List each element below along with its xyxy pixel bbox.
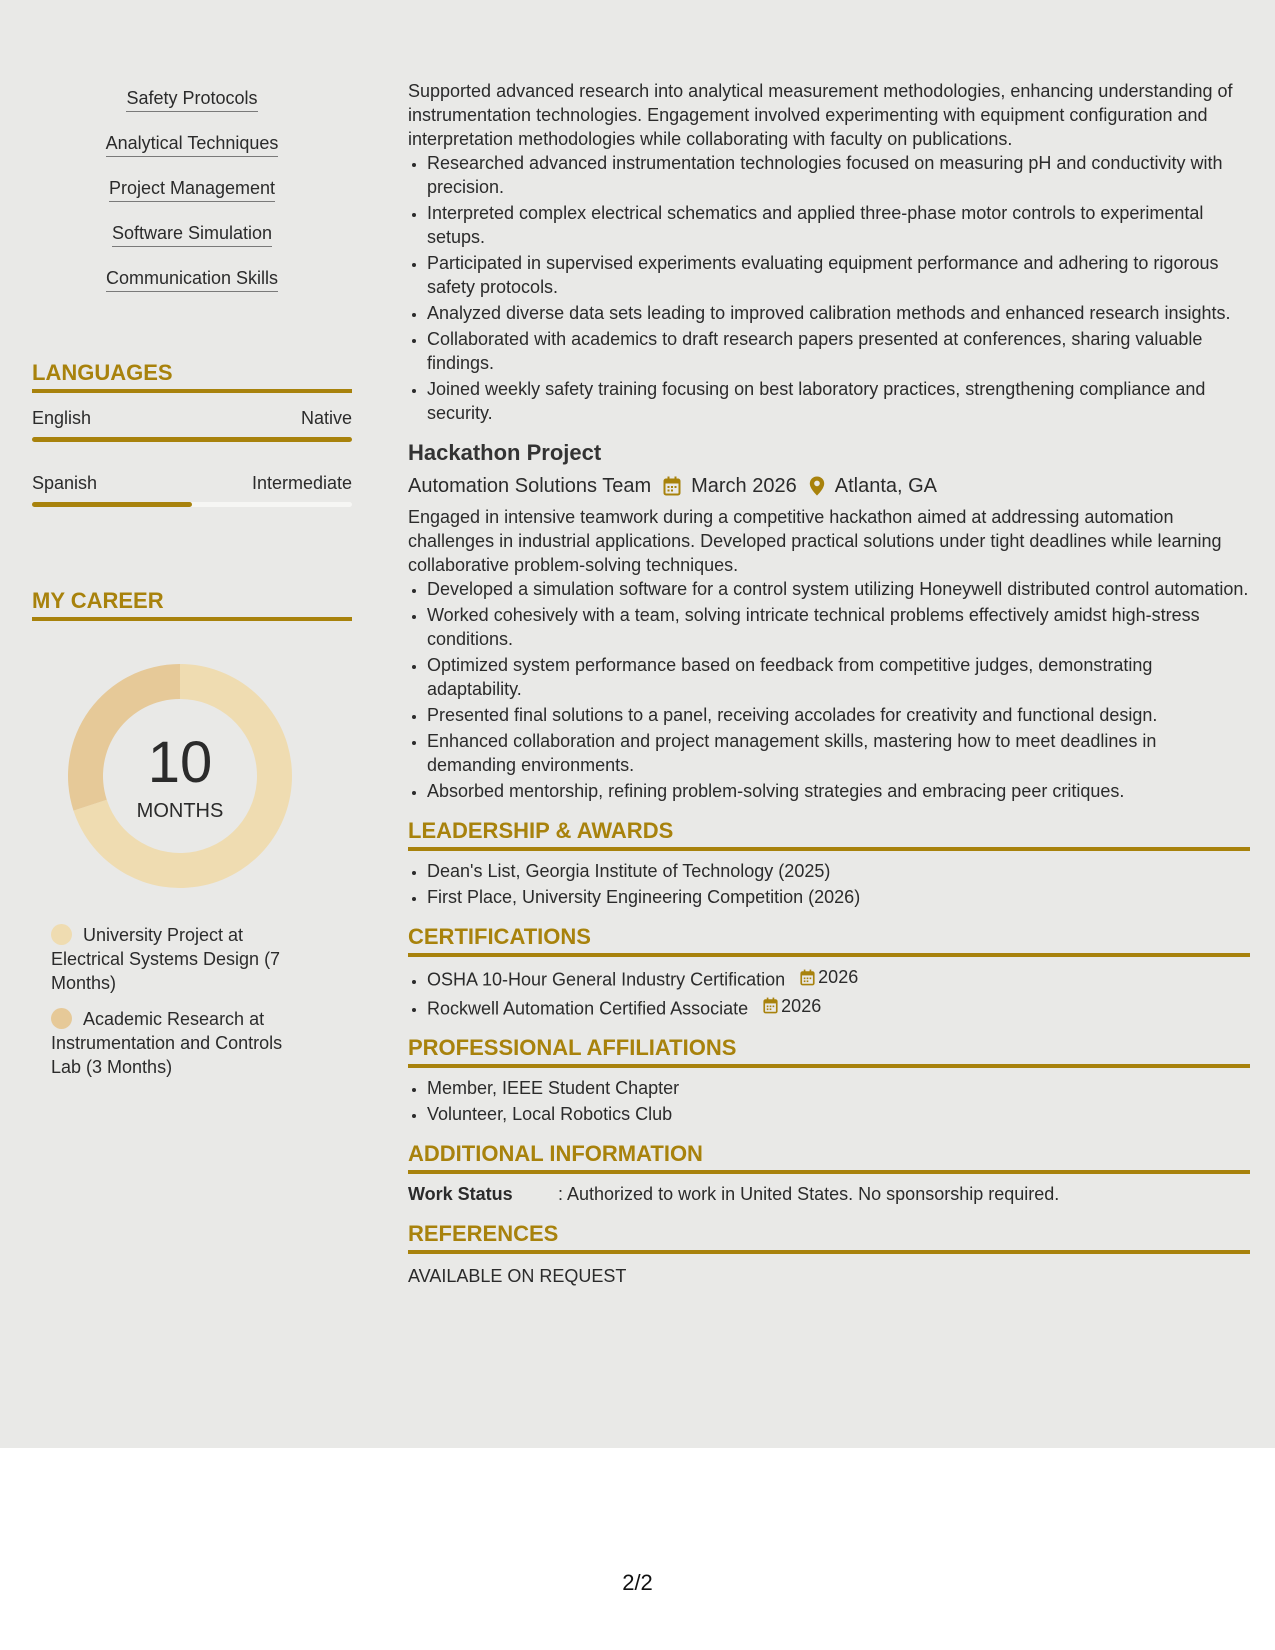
references-text: AVAILABLE ON REQUEST xyxy=(408,1266,627,1286)
work-status-value: : Authorized to work in United States. No sponsorship required. xyxy=(558,1184,1060,1204)
skill-item xyxy=(32,131,352,176)
location-pin-icon xyxy=(809,476,825,496)
skill-item xyxy=(32,86,352,131)
certification-item xyxy=(427,994,1250,1021)
bullet-item: • First Place, University Engineering Competition (2026) xyxy=(427,885,1250,909)
calendar-icon xyxy=(663,476,681,496)
bullet-item: • Member, IEEE Student Chapter xyxy=(427,1076,1250,1100)
language-item xyxy=(32,472,352,507)
project-bullets xyxy=(427,577,1250,803)
language-item xyxy=(32,407,352,442)
work-status-row xyxy=(408,1182,1250,1206)
languages-title: LANGUAGES xyxy=(32,359,352,393)
career-title: MY CAREER xyxy=(32,587,352,621)
skill-label: Analytical Techniques xyxy=(106,131,279,157)
career-donut-chart xyxy=(67,663,293,889)
additional-title: ADDITIONAL INFORMATION xyxy=(408,1140,1250,1174)
affiliations-title: PROFESSIONAL AFFILIATIONS xyxy=(408,1034,1250,1068)
work-status-label: Work Status xyxy=(408,1184,513,1204)
career-total-unit: MONTHS xyxy=(136,800,224,822)
certification-date xyxy=(800,965,858,989)
calendar-icon xyxy=(800,969,815,986)
language-name: Spanish xyxy=(32,473,98,493)
career-total-number: 10 xyxy=(147,730,213,795)
affiliations-section xyxy=(408,1034,1250,1126)
bullet-item: • Joined weekly safety training focusing on best laboratory practices, strengthening compliance and security. xyxy=(427,377,1250,425)
skill-item xyxy=(32,266,352,311)
skills-list xyxy=(32,86,352,311)
bullet-item: • Developed a simulation software for a control system utilizing Honeywell distributed control automation. xyxy=(427,577,1250,601)
project-title: Hackathon Project xyxy=(408,440,602,465)
language-level: Intermediate xyxy=(251,473,352,493)
certification-date xyxy=(763,994,821,1018)
certification-item xyxy=(427,965,1250,992)
calendar-icon xyxy=(763,997,778,1014)
language-bar xyxy=(32,437,352,442)
legend-dot xyxy=(51,1008,72,1029)
project-description: Engaged in intensive teamwork during a competitive hackathon aimed at addressing automation challenges in industrial applications. Developed practical solutions under tight deadlines while learning collaborative problem-solving techniques. xyxy=(408,507,1222,575)
project-team: Automation Solutions Team xyxy=(408,475,652,497)
research-description: Supported advanced research into analytical measurement methodologies, enhancing understanding of instrumentation technologies. Engagement involved experimenting with equipment configuration and interpretation methodologies while collaborating with faculty on publications. xyxy=(408,81,1233,149)
legend-label: Academic Research at Instrumentation and Controls Lab (3 Months) xyxy=(51,1009,283,1077)
language-name: English xyxy=(32,408,92,428)
certifications-title: CERTIFICATIONS xyxy=(408,923,1250,957)
career-legend xyxy=(51,923,313,1079)
bullet-item: • Analyzed diverse data sets leading to improved calibration methods and enhanced research insights. xyxy=(427,301,1250,325)
certifications-list xyxy=(427,965,1250,1020)
bullet-item: • Participated in supervised experiments evaluating equipment performance and adhering to rigorous safety protocols. xyxy=(427,251,1250,299)
project-date: March 2026 xyxy=(691,475,797,497)
bullet-item: • Presented final solutions to a panel, receiving accolades for creativity and functional design. xyxy=(427,703,1250,727)
project-meta xyxy=(408,473,1250,499)
leadership-list xyxy=(427,859,1250,909)
references-title: REFERENCES xyxy=(408,1220,1250,1254)
skill-item xyxy=(32,221,352,266)
right-column xyxy=(408,79,1250,1288)
left-column xyxy=(32,86,352,1091)
bullet-item: • Worked cohesively with a team, solving intricate technical problems effectively amidst high-stress conditions. xyxy=(427,603,1250,651)
bullet-item: • Researched advanced instrumentation technologies focused on measuring pH and conductivity with precision. xyxy=(427,151,1250,199)
bullet-item: • Enhanced collaboration and project management skills, mastering how to meet deadlines in demanding environments. xyxy=(427,729,1250,777)
skill-label: Project Management xyxy=(109,176,275,202)
certification-year: 2026 xyxy=(781,995,822,1016)
certifications-section xyxy=(408,923,1250,1020)
references-section xyxy=(408,1220,1250,1288)
legend-item xyxy=(51,923,313,995)
legend-dot xyxy=(51,924,72,945)
legend-label: University Project at Electrical Systems Design (7 Months) xyxy=(51,925,281,993)
bullet-item: • Optimized system performance based on feedback from competitive judges, demonstrating adaptability. xyxy=(427,653,1250,701)
affiliations-list xyxy=(427,1076,1250,1126)
skill-label: Communication Skills xyxy=(106,266,278,292)
bullet-item: • Interpreted complex electrical schematics and applied three-phase motor controls to experimental setups. xyxy=(427,201,1250,249)
bullet-item: • Absorbed mentorship, refining problem-solving strategies and embracing peer critiques. xyxy=(427,779,1250,803)
leadership-section xyxy=(408,817,1250,909)
skill-label: Safety Protocols xyxy=(126,86,257,112)
leadership-title: LEADERSHIP & AWARDS xyxy=(408,817,1250,851)
language-bar-fill xyxy=(32,437,352,442)
bullet-item: • Volunteer, Local Robotics Club xyxy=(427,1102,1250,1126)
research-bullets xyxy=(427,151,1250,425)
bullet-item: • Collaborated with academics to draft research papers presented at conferences, sharing valuable findings. xyxy=(427,327,1250,375)
bullet-item: • Dean's List, Georgia Institute of Technology (2025) xyxy=(427,859,1250,883)
certification-name: Rockwell Automation Certified Associate xyxy=(427,998,749,1018)
language-level: Native xyxy=(300,408,352,428)
project-location: Atlanta, GA xyxy=(834,475,938,497)
page-number: 2/2 xyxy=(622,1570,653,1595)
certification-name: OSHA 10-Hour General Industry Certification xyxy=(427,969,786,990)
additional-section xyxy=(408,1140,1250,1206)
skill-label: Software Simulation xyxy=(112,221,272,247)
language-bar-fill xyxy=(32,502,192,507)
language-bar xyxy=(32,502,352,507)
certification-year: 2026 xyxy=(818,967,859,987)
legend-item xyxy=(51,1007,313,1079)
skill-item xyxy=(32,176,352,221)
